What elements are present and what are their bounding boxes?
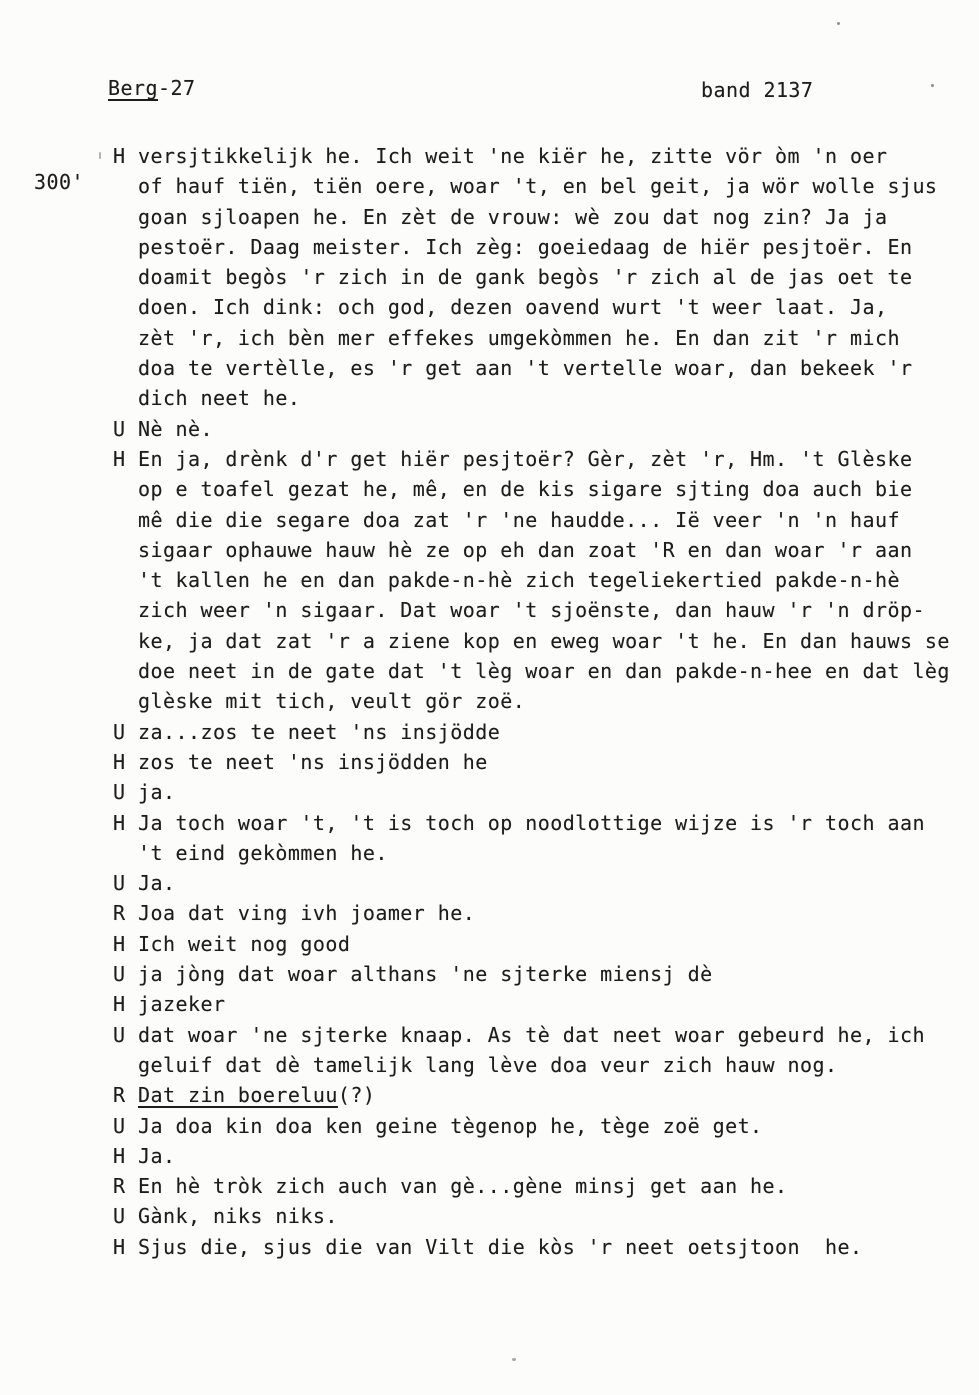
line-text: zich weer 'n sigaar. Dat woar 't sjoënste, dan hauw 'r 'n dröp- xyxy=(138,598,925,623)
speaker-label xyxy=(113,656,138,686)
transcript-line xyxy=(113,989,973,1019)
speaker-label xyxy=(113,292,138,322)
transcript-line xyxy=(113,414,973,444)
transcript-line xyxy=(113,777,973,807)
transcript-line xyxy=(113,292,973,322)
transcript-line xyxy=(113,262,973,292)
line-text: jazeker xyxy=(138,992,226,1017)
line-text: En hè tròk zich auch van gè...gène minsj get aan he. xyxy=(138,1174,788,1199)
underlined-text: Dat zin boereluu xyxy=(138,1083,338,1108)
speaker-label: U xyxy=(113,416,126,441)
line-text: Dat zin boereluu(?) xyxy=(138,1083,376,1108)
transcript-line xyxy=(113,898,973,928)
transcript-line xyxy=(113,1020,973,1050)
speaker-label: H xyxy=(113,810,126,835)
line-text: doe neet in de gate dat 't lèg woar en dan pakde-n-hee en dat lèg xyxy=(138,659,950,684)
speaker-label: H xyxy=(113,1143,126,1168)
transcript-line xyxy=(113,717,973,747)
transcript-line xyxy=(113,868,973,898)
line-text: zèt 'r, ich bèn mer effekes umgekòmmen he. En dan zit 'r mich xyxy=(138,325,900,350)
line-text: glèske mit tich, veult gör zoë. xyxy=(138,689,526,714)
document-id-rest: -27 xyxy=(157,76,196,100)
band-number: band 2137 xyxy=(701,78,814,102)
transcript-line xyxy=(113,808,973,838)
line-text: geluif dat dè tamelijk lang lève doa veur zich hauw nog. xyxy=(138,1052,838,1077)
speaker-label xyxy=(113,838,138,868)
speaker-label: U xyxy=(113,1022,126,1047)
transcript-line xyxy=(113,171,973,201)
line-text: ja jòng dat woar althans 'ne sjterke miensj dè xyxy=(138,962,713,987)
transcript-line xyxy=(113,747,973,777)
line-text: Joa dat ving ivh joamer he. xyxy=(138,901,476,926)
line-text: zos te neet 'ns insjödden he xyxy=(138,749,488,774)
transcript-line xyxy=(113,565,973,595)
speaker-label: U xyxy=(113,1113,126,1138)
transcript-line xyxy=(113,838,973,868)
line-text: doen. Ich dink: och god, dezen oavend wurt 't weer laat. Ja, xyxy=(138,295,888,320)
transcript-line xyxy=(113,353,973,383)
line-text: Sjus die, sjus die van Vilt die kòs 'r neet oetsjtoon he. xyxy=(138,1234,863,1259)
speaker-label xyxy=(113,686,138,716)
speaker-label xyxy=(113,262,138,292)
transcript-line xyxy=(113,686,973,716)
speaker-label xyxy=(113,323,138,353)
line-text: doamit begòs 'r zich in de gank begòs 'r zich al de jas oet te xyxy=(138,265,913,290)
transcript-line xyxy=(113,535,973,565)
line-text: Ich weit nog good xyxy=(138,931,351,956)
speaker-label xyxy=(113,1050,138,1080)
line-text: Ja doa kin doa ken geine tègenop he, tège zoë get. xyxy=(138,1113,763,1138)
speaker-label: R xyxy=(113,901,126,926)
line-text: sigaar ophauwe hauw hè ze op eh dan zoat 'R en dan woar 'r aan xyxy=(138,537,913,562)
speaker-label: R xyxy=(113,1083,126,1108)
line-text: En ja, drènk d'r get hiër pesjtoër? Gèr, zèt 'r, Hm. 't Glèske xyxy=(138,446,913,471)
transcript-line xyxy=(113,959,973,989)
transcript-line xyxy=(113,474,973,504)
speaker-label: H xyxy=(113,446,126,471)
line-text: of hauf tiën, tiën oere, woar 't, en bel geit, ja wör wolle sjus xyxy=(138,174,938,199)
transcript-line xyxy=(113,141,973,171)
transcript-line xyxy=(113,505,973,535)
line-text: ke, ja dat zat 'r a ziene kop en eweg woar 't he. En dan hauws se xyxy=(138,628,950,653)
speaker-label xyxy=(113,505,138,535)
transcript-line xyxy=(113,202,973,232)
transcript-line xyxy=(113,1141,973,1171)
transcript-line xyxy=(113,1171,973,1201)
speaker-label xyxy=(113,474,138,504)
transcript-line xyxy=(113,232,973,262)
transcript-line xyxy=(113,929,973,959)
line-text: Ja. xyxy=(138,871,176,896)
speaker-label: U xyxy=(113,780,126,805)
speaker-label xyxy=(113,535,138,565)
speaker-label xyxy=(113,383,138,413)
transcript-line xyxy=(113,383,973,413)
transcript-line xyxy=(113,1050,973,1080)
line-text: Ja. xyxy=(138,1143,176,1168)
line-text: dich neet he. xyxy=(138,386,301,411)
speaker-label xyxy=(113,595,138,625)
transcript-line xyxy=(113,1232,973,1262)
speaker-label xyxy=(113,171,138,201)
speaker-label: H xyxy=(113,992,126,1017)
line-text: za...zos te neet 'ns insjödde xyxy=(138,719,501,744)
transcript-line xyxy=(113,1111,973,1141)
speaker-label: U xyxy=(113,871,126,896)
line-text: 't eind gekòmmen he. xyxy=(138,840,388,865)
line-text: Nè nè. xyxy=(138,416,213,441)
document-id xyxy=(108,76,195,100)
document-id-underlined: Berg xyxy=(108,76,158,100)
speaker-label: U xyxy=(113,1204,126,1229)
transcript-line xyxy=(113,595,973,625)
speaker-label xyxy=(113,353,138,383)
speaker-label xyxy=(113,232,138,262)
scan-speck xyxy=(837,22,840,25)
transcript-line xyxy=(113,323,973,353)
speaker-label: U xyxy=(113,962,126,987)
line-text: 't kallen he en dan pakde-n-hè zich tegeliekertied pakde-n-hè xyxy=(138,568,900,593)
line-text: dat woar 'ne sjterke knaap. As tè dat neet woar gebeurd he, ich xyxy=(138,1022,925,1047)
scan-speck xyxy=(99,152,101,159)
line-text: goan sjloapen he. En zèt de vrouw: wè zou dat nog zin? Ja ja xyxy=(138,204,888,229)
line-text: doa te vertèlle, es 'r get aan 't vertelle woar, dan bekeek 'r xyxy=(138,356,913,381)
line-text: pestoër. Daag meister. Ich zèg: goeiedaag de hiër pesjtoër. En xyxy=(138,234,913,259)
line-text: mê die die segare doa zat 'r 'ne haudde... Ië veer 'n 'n hauf xyxy=(138,507,900,532)
transcript-body xyxy=(113,141,973,1262)
line-text: Ja toch woar 't, 't is toch op noodlottige wijze is 'r toch aan xyxy=(138,810,925,835)
line-text: Gànk, niks niks. xyxy=(138,1204,338,1229)
speaker-label xyxy=(113,565,138,595)
speaker-label: H xyxy=(113,144,126,168)
speaker-label: H xyxy=(113,1234,126,1259)
transcript-line xyxy=(113,626,973,656)
speaker-label: R xyxy=(113,1174,126,1199)
line-text: ja. xyxy=(138,780,176,805)
line-text: op e toafel gezat he, mê, en de kis sigare sjting doa auch bie xyxy=(138,477,913,502)
transcript-line xyxy=(113,656,973,686)
transcript-line xyxy=(113,1080,973,1110)
transcript-line xyxy=(113,444,973,474)
scan-speck xyxy=(512,1358,516,1361)
speaker-label xyxy=(113,626,138,656)
line-text: versjtikkelijk he. Ich weit 'ne kiër he, zitte vör òm 'n oer xyxy=(138,144,888,168)
speaker-label: U xyxy=(113,719,126,744)
scan-speck xyxy=(931,84,934,87)
transcript-line xyxy=(113,1201,973,1231)
tape-counter-margin-note: 300' xyxy=(34,170,84,194)
speaker-label: H xyxy=(113,749,126,774)
speaker-label: H xyxy=(113,931,126,956)
speaker-label xyxy=(113,202,138,232)
